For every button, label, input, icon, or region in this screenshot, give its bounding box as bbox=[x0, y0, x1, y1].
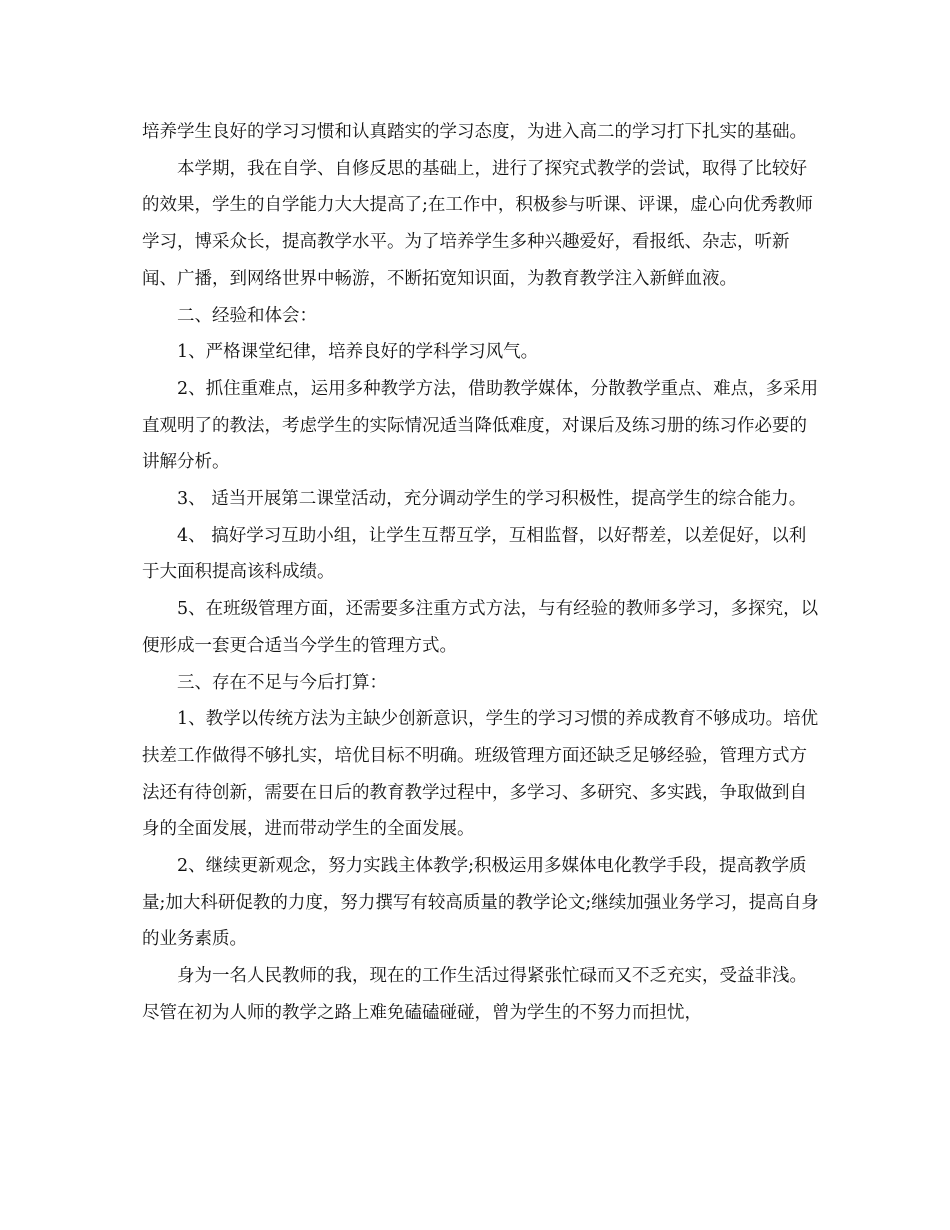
paragraph-2: 本学期，我在自学、自修反思的基础上，进行了探究式教学的尝试，取得了比较好的效果，学生的自学能力大大提高了;在工作中，积极参与听课、评课，虚心向优秀教师学习，博采众长，提高教学水平。为了培养学生多种兴趣爱好，看报纸、杂志，听新闻、广播，到网络世界中畅游，不断拓宽知识面，为教育教学注入新鲜血液。 bbox=[142, 158, 813, 289]
section-heading-experience: 二、经验和体会： bbox=[177, 305, 317, 326]
list-item-3: 3、 适当开展第二课堂活动，充分调动学生的学习积极性，提高学生的综合能力。 bbox=[177, 489, 807, 510]
list-item-4: 4、 搞好学习互助小组，让学生互帮互学，互相监督，以好帮差，以差促好，以利于大面积提高该科成绩。 bbox=[142, 525, 807, 583]
plan-item-1: 1、教学以传统方法为主缺少创新意识，学生的学习习惯的养成教育不够成功。培优扶差工作做得不够扎实，培优目标不明确。班级管理方面还缺乏足够经验，管理方式方法还有待创新，需要在日后的教育教学过程中，多学习、多研究、多实践，争取做到自身的全面发展，进而带动学生的全面发展。 bbox=[142, 709, 819, 840]
document-body bbox=[142, 114, 822, 1032]
paragraph-1: 培养学生良好的学习习惯和认真踏实的学习态度，为进入高二的学习打下扎实的基础。 bbox=[142, 122, 807, 142]
section-heading-shortcomings: 三、存在不足与今后打算： bbox=[177, 672, 387, 693]
list-item-2: 2、抓住重难点，运用多种教学方法，借助教学媒体，分散教学重点、难点，多采用直观明了的教法，考虑学生的实际情况适当降低难度，对课后及练习册的练习作必要的讲解分析。 bbox=[142, 378, 819, 473]
plan-item-2: 2、继续更新观念，努力实践主体教学;积极运用多媒体电化教学手段，提高教学质量;加大科研促教的力度，努力撰写有较高质量的教学论文;继续加强业务学习，提高自身的业务素质。 bbox=[142, 856, 819, 950]
list-item-5: 5、在班级管理方面，还需要多注重方式方法，与有经验的教师多学习，多探究，以便形成一套更合适当今学生的管理方式。 bbox=[142, 599, 819, 656]
closing-paragraph: 身为一名人民教师的我，现在的工作生活过得紧张忙碌而又不乏充实，受益非浅。尽管在初为人师的教学之路上难免磕磕碰碰，曾为学生的不努力而担忧， bbox=[142, 966, 807, 1023]
list-item-1: 1、严格课堂纪律，培养良好的学科学习风气。 bbox=[177, 342, 539, 363]
